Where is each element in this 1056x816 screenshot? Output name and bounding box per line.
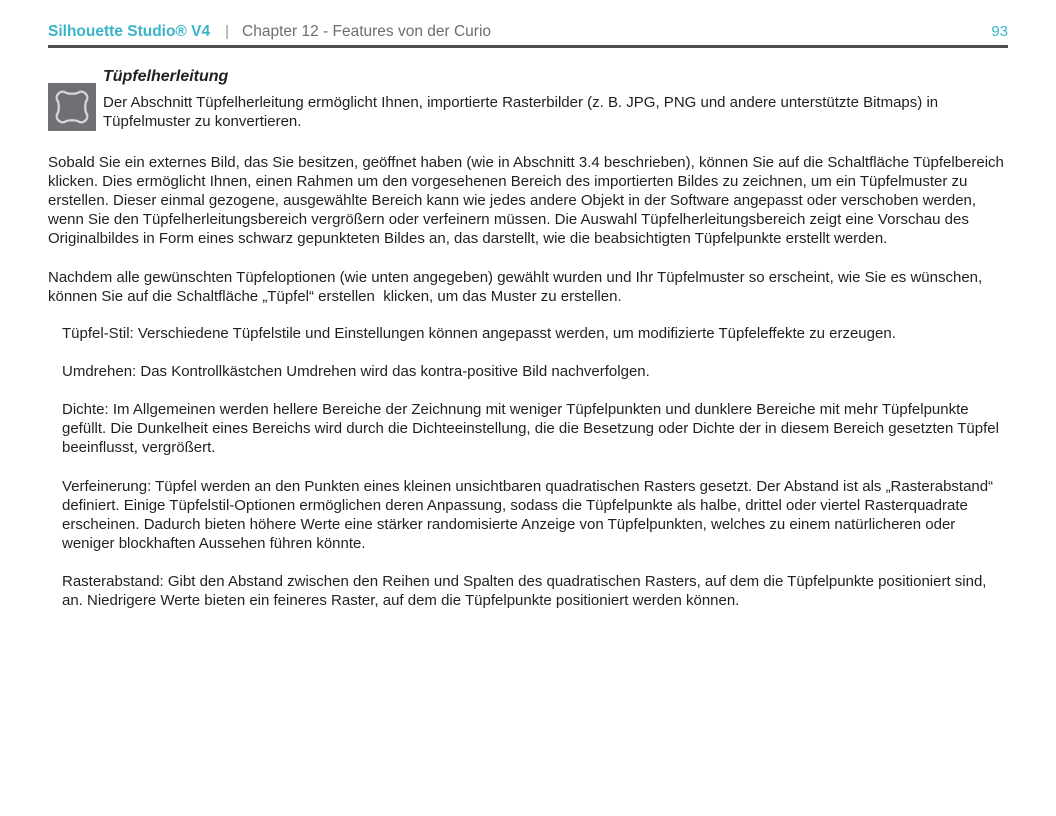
option-item-verfeinerung: Verfeinerung: Tüpfel werden an den Punkten eines kleinen unsichtbaren quadratischen Rasters gesetzt. Der Abstand ist als „Rasterabstand“ definiert. Einige Tüpfelstil-Optionen ermöglichen deren Anpassung, sodass die Tüpfelpunkte als halbe, drittel oder viertel Rasterquadrate erscheinen. Dadurch bieten höhere Werte eine stärker randomisierte Anzeige von Tüpfelpunkten, welches zu einem natürlicheren oder weniger blockhaften Aussehen führen könnte.: [62, 478, 998, 552]
header-separator: |: [225, 23, 230, 40]
section-title: Tüpfelherleitung: [103, 68, 229, 85]
body-paragraph: Sobald Sie ein externes Bild, das Sie besitzen, geöffnet haben (wie in Abschnitt 3.4 beschrieben), können Sie auf die Schaltfläche Tüpfelbereich klicken. Dies ermöglicht Ihnen, einen Rahmen um den vorgesehenen Bereich des importierten Bildes zu zeichnen, um ein Tüpfelmuster zu erstellen. Dieser einmal gezogene, ausgewählte Bereich kann wie jedes andere Objekt in der Software angepasst oder verschoben werden, wenn Sie den Tüpfelherleitungsbereich vergrößern oder verfeinern müssen. Die Auswahl Tüpfelherleitungsbereich zeigt eine Vorschau des Originalbildes in Form eines schwarz gepunkteten Bildes an, das darstellt, wie die beabsichtigten Tüpfelpunkte erstellt werden.: [48, 154, 1009, 247]
option-item-rasterabstand: Rasterabstand: Gibt den Abstand zwischen den Reihen und Spalten des quadratischen Rasters, auf dem die Tüpfelpunkte positioniert sind, an. Niedrigere Werte bieten ein feineres Raster, auf dem die Tüpfelpunkte positioniert werden können.: [62, 573, 991, 609]
page-number: 93: [991, 23, 1008, 40]
page-header: [48, 22, 1008, 41]
body-paragraph: Nachdem alle gewünschten Tüpfeloptionen (wie unten angegeben) gewählt wurden und Ihr Tüpfelmuster so erscheint, wie Sie es wünschen, können Sie auf die Schaltfläche „Tüpfel“ erstellen klicken, um das Muster zu erstellen.: [48, 269, 987, 305]
option-item-dichte: Dichte: Im Allgemeinen werden hellere Bereiche der Zeichnung mit weniger Tüpfelpunkten und dunklere Bereiche mit mehr Tüpfelpunkte gefüllt. Die Dunkelheit eines Bereichs wird durch die Dichteeinstellung, die die Besetzung oder Dichte der in diesem Bereich gesetzten Tüpfel beeinflusst, vergrößert.: [62, 401, 1004, 456]
stipple-shape-icon: [48, 83, 96, 131]
option-item-umdrehen: Umdrehen: Das Kontrollkästchen Umdrehen wird das kontra-positive Bild nachverfolgen.: [62, 363, 650, 380]
section-intro-paragraph: Der Abschnitt Tüpfelherleitung ermöglicht Ihnen, importierte Rasterbilder (z. B. JPG, PNG und andere unterstützte Bitmaps) in Tüpfelmuster zu konvertieren.: [103, 94, 943, 130]
header-divider: [48, 45, 1008, 48]
chapter-title: Chapter 12 - Features von der Curio: [242, 23, 492, 40]
brand-title: Silhouette Studio® V4: [48, 23, 211, 40]
section-tuepfelherleitung: [48, 68, 1008, 131]
option-item-tuepfel-stil: Tüpfel-Stil: Verschiedene Tüpfelstile und Einstellungen können angepasst werden, um modifizierte Tüpfeleffekte zu erzeugen.: [62, 325, 896, 342]
